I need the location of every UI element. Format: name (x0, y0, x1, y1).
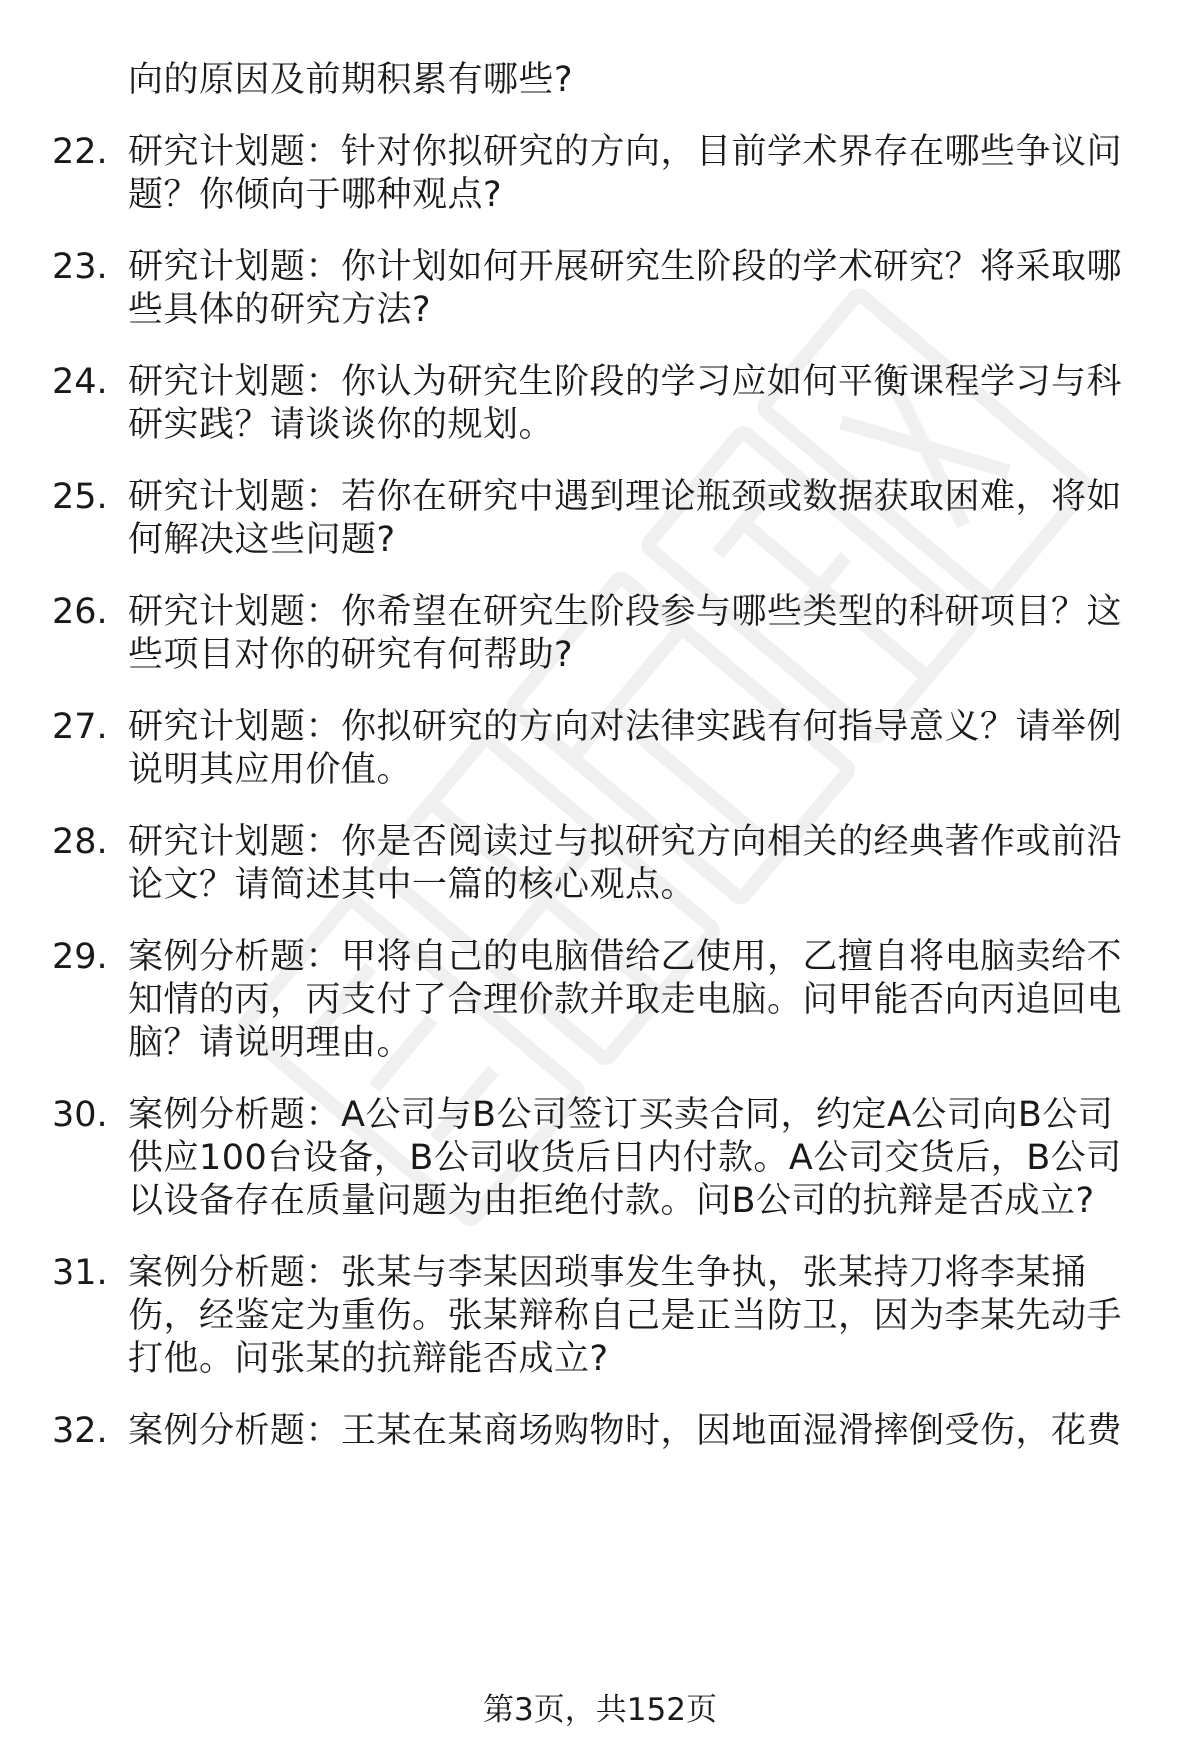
question-text (128, 131, 1138, 217)
question-text-line: 些项目对你的研究有何帮助? (128, 635, 574, 675)
question-text-line: 研究计划题：你是否阅读过与拟研究方向相关的经典著作或前沿 (128, 822, 1123, 862)
question-text-line: 研究计划题：若你在研究中遇到理论瓶颈或数据获取困难，将如 (128, 477, 1123, 517)
question-number: 22. (52, 132, 108, 172)
question-text-line: 研究计划题：针对你拟研究的方向，目前学术界存在哪些争议问 (128, 132, 1123, 172)
question-text-line: 研究计划题：你希望在研究生阶段参与哪些类型的科研项目？这 (128, 592, 1123, 632)
continued-question-text: 向的原因及前期积累有哪些? (128, 60, 574, 100)
question-text (128, 936, 1138, 1065)
question-number: 25. (52, 477, 108, 517)
question-text-line: 题？你倾向于哪种观点? (128, 175, 503, 215)
question-text-line: 说明其应用价值。 (128, 750, 413, 790)
question-number: 28. (52, 822, 108, 862)
question-text-line: 何解决这些问题? (128, 520, 396, 560)
question-text-line: 论文？请简述其中一篇的核心观点。 (128, 865, 697, 905)
question-text-line: 案例分析题：王某在某商场购物时，因地面湿滑摔倒受伤，花费 (128, 1411, 1123, 1451)
question-text (128, 591, 1138, 677)
question-text-line: 研究计划题：你认为研究生阶段的学习应如何平衡课程学习与科 (128, 362, 1123, 402)
question-number: 26. (52, 592, 108, 632)
question-text-line: 伤，经鉴定为重伤。张某辩称自己是正当防卫，因为李某先动手 (128, 1296, 1123, 1336)
question-text (128, 706, 1138, 792)
question-number: 32. (52, 1411, 108, 1451)
question-text-line: 研实践？请谈谈你的规划。 (128, 405, 555, 445)
question-number: 24. (52, 362, 108, 402)
question-text (128, 821, 1138, 907)
page-footer: 第3页，共152页 (483, 1692, 717, 1728)
question-number: 29. (52, 937, 108, 977)
question-text-line: 案例分析题：甲将自己的电脑借给乙使用，乙擅自将电脑卖给不 (128, 937, 1123, 977)
question-text (128, 1094, 1138, 1223)
question-text-line: 些具体的研究方法? (128, 290, 432, 330)
question-text-line: 案例分析题：张某与李某因琐事发生争执，张某持刀将李某捅 (128, 1253, 1087, 1293)
question-text-line: 知情的丙，丙支付了合理价款并取走电脑。问甲能否向丙追回电 (128, 980, 1123, 1020)
question-text-line: 供应100台设备，B公司收货后日内付款。A公司交货后，B公司 (128, 1138, 1122, 1178)
question-text-line: 以设备存在质量问题为由拒绝付款。问B公司的抗辩是否成立? (128, 1181, 1095, 1221)
question-number: 31. (52, 1253, 108, 1293)
question-text (128, 361, 1138, 447)
question-text (128, 1410, 1138, 1453)
question-number: 27. (52, 707, 108, 747)
question-number: 30. (52, 1095, 108, 1135)
question-text-line: 脑？请说明理由。 (128, 1023, 413, 1063)
question-text-line: 研究计划题：你拟研究的方向对法律实践有何指导意义？请举例 (128, 707, 1123, 747)
question-text (128, 476, 1138, 562)
question-text-line: 案例分析题：A公司与B公司签订买卖合同，约定A公司向B公司 (128, 1095, 1114, 1135)
question-text (128, 1252, 1138, 1381)
question-text-line: 研究计划题：你计划如何开展研究生阶段的学术研究？将采取哪 (128, 247, 1123, 287)
question-text (128, 246, 1138, 332)
question-text-line: 打他。问张某的抗辩能否成立? (128, 1339, 609, 1379)
question-number: 23. (52, 247, 108, 287)
